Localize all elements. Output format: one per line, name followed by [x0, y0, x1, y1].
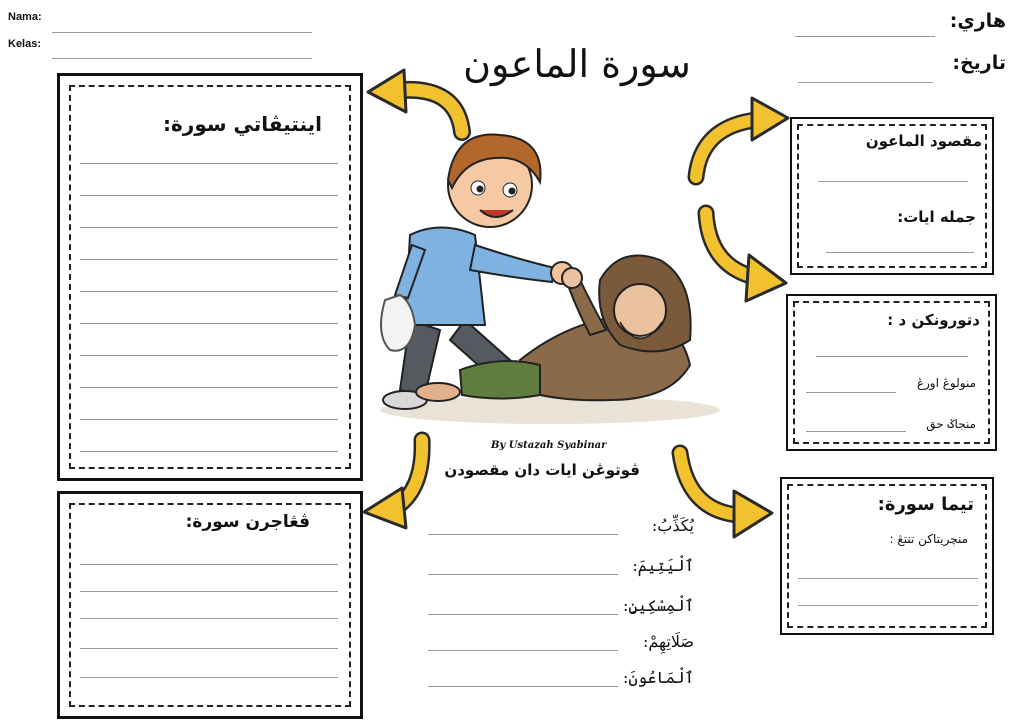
lessons-heading: ڤڠاجرن سورة: [185, 512, 310, 532]
content-line-6[interactable] [80, 323, 338, 324]
illustration-boy-helping-old-man [370, 110, 720, 440]
content-line-5[interactable] [80, 291, 338, 292]
condemned-item-2-line[interactable] [806, 431, 906, 432]
meaning-heading: مقصود الماعون [865, 132, 982, 150]
class-line[interactable] [52, 58, 312, 59]
arrow-to-condemned-icon [694, 205, 794, 305]
meaning-line[interactable] [818, 181, 968, 182]
condemned-heading: دتورونكن د : [887, 311, 980, 329]
date-line[interactable] [798, 82, 933, 83]
content-heading: اينتيڤاتي سورة: [163, 112, 322, 136]
vocab-answer-line[interactable] [428, 686, 618, 687]
vocab-word: يُكَذِّبُ: [651, 516, 694, 535]
name-label: Nama: [8, 11, 42, 23]
theme-line-1[interactable] [798, 578, 978, 579]
page-title: سورة الماعون [463, 42, 691, 86]
day-label: هاري: [949, 10, 1006, 32]
condemned-item-1-line[interactable] [806, 392, 896, 393]
arrow-to-content-icon [362, 62, 482, 142]
condemned-item-2: منجاݢ حق [926, 417, 976, 431]
verses-count-line[interactable] [826, 252, 974, 253]
theme-heading: تيما سورة: [877, 494, 974, 515]
lessons-line-1[interactable] [80, 564, 338, 565]
vocab-answer-line[interactable] [428, 574, 618, 575]
day-line[interactable] [795, 36, 935, 37]
vocab-word: ٱلْمِسْكِينِ: [622, 596, 694, 615]
vocab-word: ٱلْمَاعُونَ: [622, 668, 694, 687]
content-line-10[interactable] [80, 451, 338, 452]
condemned-line-1[interactable] [816, 356, 968, 357]
content-line-9[interactable] [80, 419, 338, 420]
vocab-word: صَلَاتِهِمْ: [643, 632, 694, 651]
vocab-word: ٱلْيَتِيمَ: [632, 556, 694, 575]
content-line-2[interactable] [80, 195, 338, 196]
name-line[interactable] [52, 32, 312, 33]
content-line-4[interactable] [80, 259, 338, 260]
condemned-item-1: منولوڠ اورڠ [916, 376, 976, 390]
lessons-line-3[interactable] [80, 618, 338, 619]
arrow-to-lessons-icon [362, 432, 452, 532]
vocab-answer-line[interactable] [428, 534, 618, 535]
verses-count-label: جمله ايات: [897, 208, 976, 226]
credit-text: By Ustazah Syabinar [491, 440, 607, 451]
lessons-line-2[interactable] [80, 591, 338, 592]
arrow-to-theme-icon [668, 445, 778, 545]
content-line-1[interactable] [80, 163, 338, 164]
vocab-heading: ڤوتوڠن ايات دان مقصودن [444, 461, 640, 479]
lessons-line-5[interactable] [80, 677, 338, 678]
vocab-answer-line[interactable] [428, 650, 618, 651]
content-line-3[interactable] [80, 227, 338, 228]
vocab-answer-line[interactable] [428, 614, 618, 615]
content-box-inner [69, 85, 351, 469]
lessons-line-4[interactable] [80, 648, 338, 649]
theme-subtext: منچريتاكن تنتڠ : [889, 532, 968, 546]
arrow-to-meaning-icon [686, 92, 796, 182]
date-label: تاريخ: [952, 52, 1006, 74]
content-line-7[interactable] [80, 355, 338, 356]
content-line-8[interactable] [80, 387, 338, 388]
class-label: Kelas: [8, 38, 42, 50]
theme-line-2[interactable] [798, 605, 978, 606]
